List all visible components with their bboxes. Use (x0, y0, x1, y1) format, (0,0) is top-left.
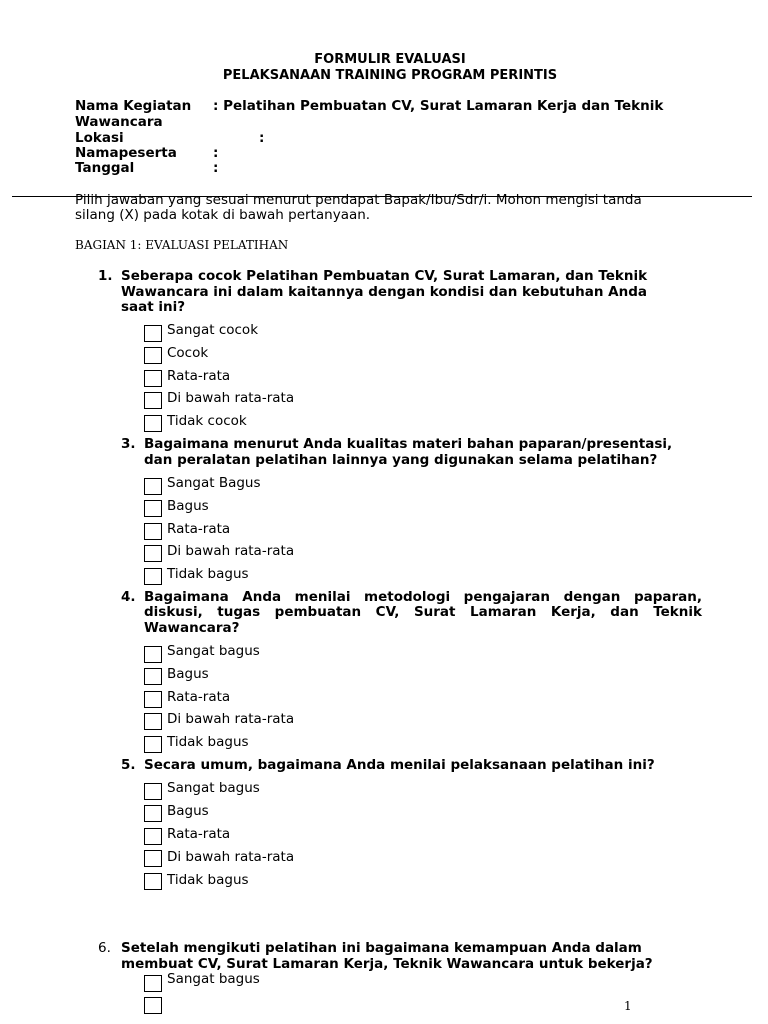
kegiatan-value-cont: Wawancara (75, 114, 163, 130)
option-label: Rata-rata (167, 826, 231, 842)
question-number: 6. (98, 940, 111, 956)
kegiatan-label: Nama Kegiatan (75, 98, 192, 114)
answer-checkbox[interactable] (144, 828, 162, 845)
option-label: Bagus (167, 666, 209, 682)
tanggal-colon: : (213, 160, 219, 176)
question-text-line: dan peralatan pelatihan lainnya yang digunakan selama pelatihan? (144, 452, 658, 468)
option-label: Di bawah rata-rata (167, 390, 295, 406)
namapeserta-colon: : (213, 145, 219, 161)
answer-checkbox[interactable] (144, 370, 162, 387)
answer-checkbox[interactable] (144, 783, 162, 800)
question-text-line: Wawancara ini dalam kaitannya dengan kondisi dan kebutuhan Anda (121, 284, 647, 300)
answer-checkbox[interactable] (144, 523, 162, 540)
question-number: 1. (98, 268, 113, 284)
instruction-line-2: silang (X) pada kotak di bawah pertanyaan. (75, 207, 371, 223)
option-label: Tidak bagus (167, 566, 249, 582)
question-text-line: Wawancara? (144, 620, 240, 636)
answer-checkbox[interactable] (144, 850, 162, 867)
option-label: Tidak bagus (167, 734, 249, 750)
option-label: Sangat bagus (167, 780, 260, 796)
instruction-line-1: Pilih jawaban yang sesuai menurut pendapat Bapak/Ibu/Sdr/i. Mohon mengisi tanda (75, 192, 642, 208)
tanggal-label: Tanggal (75, 160, 135, 176)
option-label: Sangat bagus (167, 971, 260, 987)
option-label: Rata-rata (167, 689, 231, 705)
answer-checkbox[interactable] (144, 545, 162, 562)
option-label: Sangat bagus (167, 643, 260, 659)
lokasi-label: Lokasi (75, 130, 124, 146)
question-number: 4. (121, 589, 136, 605)
option-label: Cocok (167, 345, 209, 361)
option-label: Rata-rata (167, 521, 231, 537)
option-label: Bagus (167, 803, 209, 819)
answer-checkbox[interactable] (144, 392, 162, 409)
question-text-line: membuat CV, Surat Lamaran Kerja, Teknik Wawancara untuk bekerja? (121, 956, 653, 972)
answer-checkbox[interactable] (144, 736, 162, 753)
form-title: FORMULIR EVALUASI (314, 52, 466, 67)
answer-checkbox[interactable] (144, 478, 162, 495)
answer-checkbox[interactable] (144, 975, 162, 992)
answer-checkbox[interactable] (144, 325, 162, 342)
question-text-line: Seberapa cocok Pelatihan Pembuatan CV, Surat Lamaran, dan Teknik (121, 268, 648, 284)
option-label: Bagus (167, 498, 209, 514)
option-label: Di bawah rata-rata (167, 849, 295, 865)
option-label: Di bawah rata-rata (167, 711, 295, 727)
option-label: Di bawah rata-rata (167, 543, 295, 559)
question-text-line: Bagaimana menurut Anda kualitas materi bahan paparan/presentasi, (144, 436, 673, 452)
answer-checkbox[interactable] (144, 568, 162, 585)
answer-checkbox[interactable] (144, 873, 162, 890)
answer-checkbox[interactable] (144, 805, 162, 822)
answer-checkbox[interactable] (144, 997, 162, 1014)
section-heading: BAGIAN 1: EVALUASI PELATIHAN (75, 238, 289, 252)
answer-checkbox[interactable] (144, 646, 162, 663)
option-label: Tidak bagus (167, 872, 249, 888)
page-number: 1 (624, 999, 632, 1013)
kegiatan-value: : Pelatihan Pembuatan CV, Surat Lamaran Kerja dan Teknik (213, 98, 664, 114)
answer-checkbox[interactable] (144, 668, 162, 685)
form-subtitle: PELAKSANAAN TRAINING PROGRAM PERINTIS (222, 68, 558, 83)
question-text-line: Bagaimana Anda menilai metodologi pengajaran dengan paparan, (144, 589, 702, 605)
lokasi-colon: : (259, 130, 265, 146)
question-text-line: Setelah mengikuti pelatihan ini bagaimana kemampuan Anda dalam (121, 940, 642, 956)
namapeserta-label: Namapeserta (75, 145, 177, 161)
question-number: 3. (121, 436, 136, 452)
option-label: Sangat Bagus (167, 475, 261, 491)
question-text-line: diskusi, tugas pembuatan CV, Surat Lamaran Kerja, dan Teknik (144, 604, 702, 620)
answer-checkbox[interactable] (144, 713, 162, 730)
answer-checkbox[interactable] (144, 500, 162, 517)
question-text-line: Secara umum, bagaimana Anda menilai pelaksanaan pelatihan ini? (144, 757, 655, 773)
divider-line (12, 196, 752, 197)
question-number: 5. (121, 757, 136, 773)
option-label: Tidak cocok (167, 413, 247, 429)
option-label: Rata-rata (167, 368, 231, 384)
answer-checkbox[interactable] (144, 691, 162, 708)
answer-checkbox[interactable] (144, 415, 162, 432)
answer-checkbox[interactable] (144, 347, 162, 364)
question-text-line: saat ini? (121, 299, 186, 315)
option-label: Sangat cocok (167, 322, 259, 338)
